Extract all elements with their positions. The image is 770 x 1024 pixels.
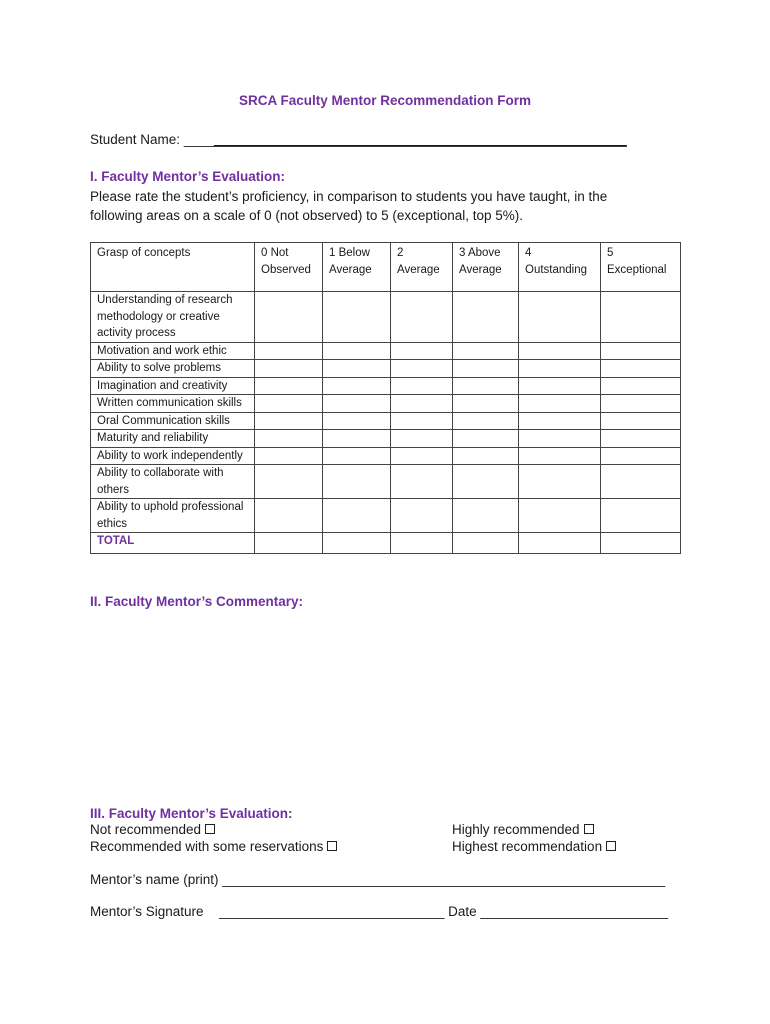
rating-cell[interactable] xyxy=(519,360,601,378)
rating-cell[interactable] xyxy=(323,447,391,465)
rating-cell[interactable] xyxy=(323,360,391,378)
header-score-1: 1 Below Average xyxy=(323,243,391,292)
section-3-heading: III. Faculty Mentor’s Evaluation: xyxy=(90,806,293,821)
rating-cell[interactable] xyxy=(519,395,601,413)
rating-cell[interactable] xyxy=(453,395,519,413)
header-score-5: 5 Exceptional xyxy=(601,243,681,292)
rating-cell[interactable] xyxy=(453,499,519,533)
rating-cell[interactable] xyxy=(601,465,681,499)
section-1-heading: I. Faculty Mentor’s Evaluation: xyxy=(90,169,286,184)
rating-cell[interactable] xyxy=(323,533,391,554)
rating-cell[interactable] xyxy=(323,465,391,499)
rating-cell[interactable] xyxy=(255,447,323,465)
mentor-name-label: Mentor’s name (print) xyxy=(90,872,219,887)
header-criterion: Grasp of concepts xyxy=(91,243,255,292)
table-row xyxy=(91,412,681,430)
signature-field[interactable]: ______________________________ xyxy=(219,904,445,919)
rating-cell[interactable] xyxy=(601,447,681,465)
criterion-label: Ability to solve problems xyxy=(91,360,255,378)
rating-cell[interactable] xyxy=(391,377,453,395)
rating-cell[interactable] xyxy=(391,533,453,554)
checkbox-icon[interactable] xyxy=(205,824,215,834)
rating-table xyxy=(90,242,681,554)
rating-cell[interactable] xyxy=(453,360,519,378)
rating-cell[interactable] xyxy=(255,377,323,395)
commentary-area[interactable] xyxy=(90,615,680,795)
rating-cell[interactable] xyxy=(453,342,519,360)
criterion-label: Motivation and work ethic xyxy=(91,342,255,360)
rating-cell[interactable] xyxy=(323,292,391,343)
rating-cell[interactable] xyxy=(601,412,681,430)
section-2-heading: II. Faculty Mentor’s Commentary: xyxy=(90,594,304,609)
header-score-3: 3 Above Average xyxy=(453,243,519,292)
date-field[interactable]: _________________________ xyxy=(480,904,669,919)
rating-cell[interactable] xyxy=(519,342,601,360)
rating-cell[interactable] xyxy=(519,292,601,343)
rating-cell[interactable] xyxy=(323,342,391,360)
rating-cell[interactable] xyxy=(391,430,453,448)
criterion-label: Understanding of research methodology or creative activity process xyxy=(91,292,255,343)
rating-cell[interactable] xyxy=(601,342,681,360)
checkbox-icon[interactable] xyxy=(584,824,594,834)
rating-cell[interactable] xyxy=(255,533,323,554)
rating-cell[interactable] xyxy=(255,412,323,430)
rating-cell[interactable] xyxy=(323,412,391,430)
rating-cell[interactable] xyxy=(519,430,601,448)
rating-cell[interactable] xyxy=(601,430,681,448)
option-highly-recommended[interactable]: Highly recommended xyxy=(452,822,594,837)
rating-cell[interactable] xyxy=(453,430,519,448)
rating-table-header xyxy=(91,243,681,292)
rating-cell[interactable] xyxy=(255,499,323,533)
checkbox-icon[interactable] xyxy=(327,841,337,851)
rating-cell[interactable] xyxy=(601,395,681,413)
criterion-label: Ability to uphold professional ethics xyxy=(91,499,255,533)
rating-cell[interactable] xyxy=(255,360,323,378)
table-row xyxy=(91,430,681,448)
criterion-label: Ability to work independently xyxy=(91,447,255,465)
rating-cell[interactable] xyxy=(323,430,391,448)
table-row xyxy=(91,360,681,378)
table-row xyxy=(91,395,681,413)
signature-row xyxy=(90,904,668,919)
rating-cell[interactable] xyxy=(519,465,601,499)
total-row xyxy=(91,533,681,554)
rating-cell[interactable] xyxy=(255,292,323,343)
table-row xyxy=(91,377,681,395)
table-row xyxy=(91,447,681,465)
rating-cell[interactable] xyxy=(323,395,391,413)
criterion-label: Oral Communication skills xyxy=(91,412,255,430)
header-score-2: 2 Average xyxy=(391,243,453,292)
rating-cell[interactable] xyxy=(601,499,681,533)
total-label: TOTAL xyxy=(91,533,255,554)
checkbox-icon[interactable] xyxy=(606,841,616,851)
rating-cell[interactable] xyxy=(255,430,323,448)
signature-label: Mentor’s Signature xyxy=(90,904,204,919)
option-not-recommended[interactable]: Not recommended xyxy=(90,822,215,837)
criterion-label: Imagination and creativity xyxy=(91,377,255,395)
header-score-0: 0 Not Observed xyxy=(255,243,323,292)
rating-cell[interactable] xyxy=(391,499,453,533)
criterion-label: Written communication skills xyxy=(91,395,255,413)
rating-cell[interactable] xyxy=(323,499,391,533)
rating-cell[interactable] xyxy=(255,342,323,360)
criterion-label: Ability to collaborate with others xyxy=(91,465,255,499)
rating-cell[interactable] xyxy=(601,377,681,395)
table-row xyxy=(91,292,681,343)
rating-cell[interactable] xyxy=(453,447,519,465)
mentor-name-field[interactable]: ___________________________________________________________ xyxy=(222,872,666,887)
header-score-4: 4 Outstanding xyxy=(519,243,601,292)
rating-cell[interactable] xyxy=(391,360,453,378)
rating-cell[interactable] xyxy=(391,395,453,413)
date-label: Date xyxy=(448,904,477,919)
rating-cell[interactable] xyxy=(453,533,519,554)
rating-cell[interactable] xyxy=(391,342,453,360)
option-recommended-with-reservations[interactable]: Recommended with some reservations xyxy=(90,839,337,854)
section-1-instructions: Please rate the student’s proficiency, in comparison to students you have taught, in the following areas on a scale of 0 (not observed) to 5 (exceptional, top 5%). xyxy=(90,189,608,223)
rating-cell[interactable] xyxy=(519,412,601,430)
rating-cell[interactable] xyxy=(391,292,453,343)
option-highest-recommendation[interactable]: Highest recommendation xyxy=(452,839,616,854)
rating-cell[interactable] xyxy=(391,447,453,465)
rating-cell[interactable] xyxy=(519,533,601,554)
student-name-label: Student Name: xyxy=(90,132,181,147)
rating-cell[interactable] xyxy=(519,377,601,395)
rating-cell[interactable] xyxy=(453,377,519,395)
mentor-name-row xyxy=(90,872,665,887)
rating-cell[interactable] xyxy=(255,465,323,499)
rating-cell[interactable] xyxy=(519,499,601,533)
rating-cell[interactable] xyxy=(601,533,681,554)
table-row xyxy=(91,342,681,360)
rating-cell[interactable] xyxy=(453,465,519,499)
rating-cell[interactable] xyxy=(391,465,453,499)
table-row xyxy=(91,465,681,499)
criterion-label: Maturity and reliability xyxy=(91,430,255,448)
form-title: SRCA Faculty Mentor Recommendation Form xyxy=(238,93,532,108)
rating-cell[interactable] xyxy=(519,447,601,465)
rating-cell[interactable] xyxy=(453,412,519,430)
student-name-field[interactable]: ___________________________________________________________ xyxy=(183,132,627,147)
rating-cell[interactable] xyxy=(601,360,681,378)
rating-cell[interactable] xyxy=(601,292,681,343)
rating-cell[interactable] xyxy=(323,377,391,395)
student-name-row xyxy=(90,132,627,147)
rating-cell[interactable] xyxy=(255,395,323,413)
table-row xyxy=(91,499,681,533)
rating-cell[interactable] xyxy=(391,412,453,430)
rating-cell[interactable] xyxy=(453,292,519,343)
